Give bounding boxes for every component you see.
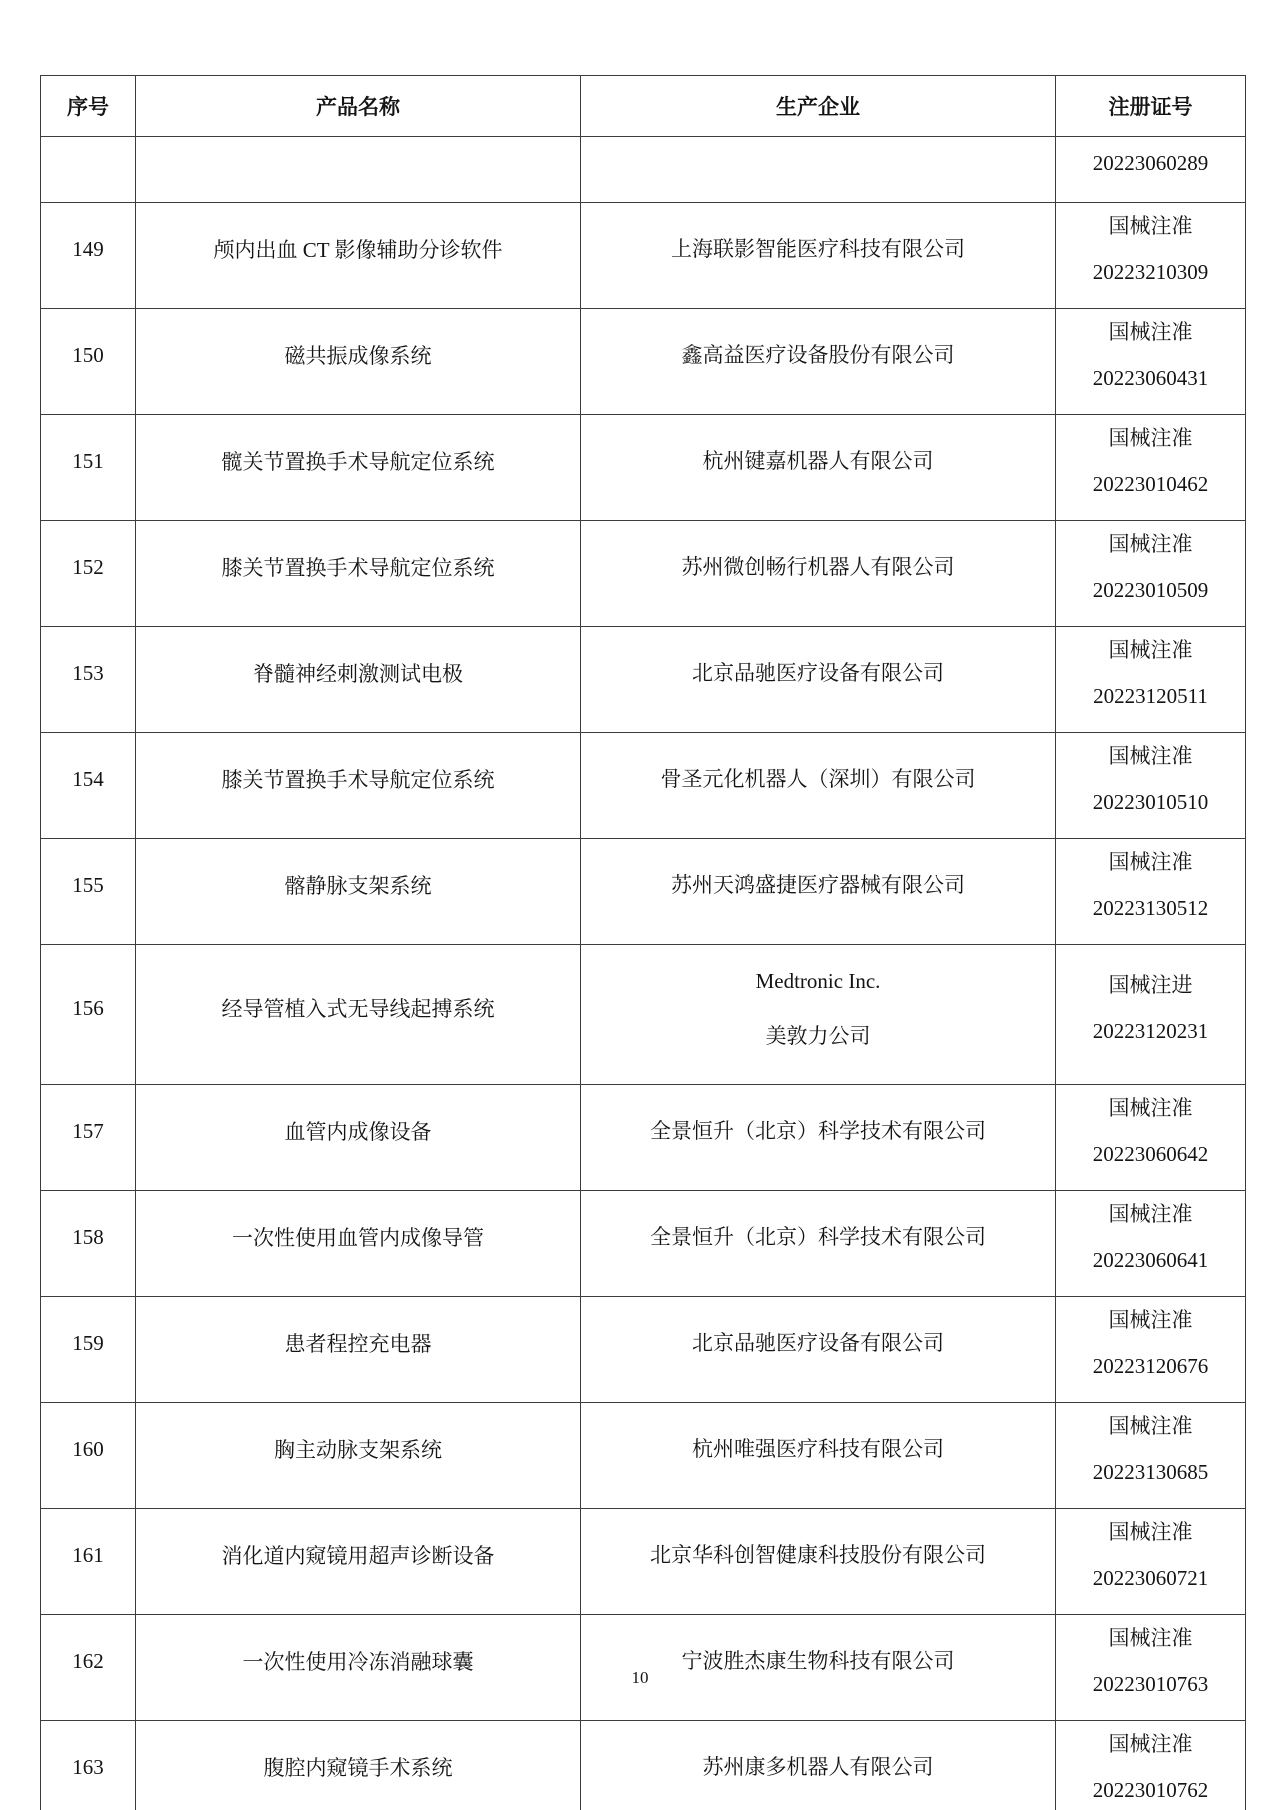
cert-number-cell: [1056, 1191, 1246, 1297]
product-name-cell: 脊髓神经刺激测试电极: [136, 627, 581, 733]
manufacturer-line: 苏州康多机器人有限公司: [702, 1755, 934, 1779]
manufacturer-cell: [581, 839, 1056, 945]
manufacturer-line: 鑫高益医疗设备股份有限公司: [681, 343, 955, 367]
manufacturer-cell: [581, 137, 1056, 203]
table-row: [41, 839, 1246, 945]
table-row: [41, 415, 1246, 521]
column-header-index: 序号: [41, 76, 136, 137]
cert-number-lines: 国械注准 20223060642: [1092, 1096, 1209, 1166]
cert-number-cell: [1056, 1509, 1246, 1615]
row-index-cell: 152: [41, 521, 136, 627]
page-number: 10: [631, 1668, 649, 1687]
product-name-cell: 膝关节置换手术导航定位系统: [136, 521, 581, 627]
table-row: [41, 521, 1246, 627]
manufacturer-cell: [581, 945, 1056, 1085]
cert-number-lines: 国械注准 20223010762: [1092, 1732, 1209, 1802]
product-name-cell: 腹腔内窥镜手术系统: [136, 1721, 581, 1810]
manufacturer-line: 苏州天鸿盛捷医疗器械有限公司: [671, 873, 965, 897]
manufacturer-cell: [581, 1297, 1056, 1403]
product-name-cell: 颅内出血 CT 影像辅助分诊软件: [136, 203, 581, 309]
manufacturer-line: 上海联影智能医疗科技有限公司: [671, 237, 965, 261]
row-index-cell: 149: [41, 203, 136, 309]
table-row: [41, 1509, 1246, 1615]
product-name-cell: 消化道内窥镜用超声诊断设备: [136, 1509, 581, 1615]
table-row: [41, 1191, 1246, 1297]
manufacturer-cell: [581, 521, 1056, 627]
table-row: [41, 627, 1246, 733]
row-index-cell: [41, 137, 136, 203]
cert-number-lines: 国械注进 20223120231: [1092, 973, 1209, 1043]
cert-number-lines: 国械注准 20223010763: [1092, 1626, 1209, 1696]
row-index-cell: 155: [41, 839, 136, 945]
cert-number-cell: [1056, 415, 1246, 521]
table-row: [41, 945, 1246, 1085]
manufacturer-cell: [581, 203, 1056, 309]
cert-number-cell: [1056, 627, 1246, 733]
table-row: [41, 137, 1246, 203]
row-index-cell: 157: [41, 1085, 136, 1191]
product-name-cell: 髋关节置换手术导航定位系统: [136, 415, 581, 521]
cert-number-lines: 国械注准 20223010509: [1092, 532, 1209, 602]
row-index-cell: 150: [41, 309, 136, 415]
cert-number-lines: 国械注准 20223060721: [1092, 1520, 1209, 1590]
product-name-cell: 一次性使用冷冻消融球囊: [136, 1615, 581, 1721]
product-name-cell: 髂静脉支架系统: [136, 839, 581, 945]
manufacturer-cell: [581, 1191, 1056, 1297]
table-row: [41, 203, 1246, 309]
manufacturer-cell: [581, 415, 1056, 521]
cert-number-cell: [1056, 309, 1246, 415]
row-index-cell: 160: [41, 1403, 136, 1509]
column-header-manufacturer: 生产企业: [581, 76, 1056, 137]
manufacturer-line: 杭州键嘉机器人有限公司: [702, 449, 934, 473]
manufacturer-cell: [581, 1085, 1056, 1191]
cert-number-lines: 国械注准 20223010510: [1092, 744, 1209, 814]
manufacturer-line: 全景恒升（北京）科学技术有限公司: [650, 1225, 986, 1249]
manufacturer-line: 全景恒升（北京）科学技术有限公司: [650, 1119, 986, 1143]
cert-number-cell: [1056, 521, 1246, 627]
table-row: [41, 1297, 1246, 1403]
manufacturer-cell: [581, 1509, 1056, 1615]
manufacturer-line: 骨圣元化机器人（深圳）有限公司: [660, 767, 976, 791]
column-header-product: 产品名称: [136, 76, 581, 137]
product-name-cell: 患者程控充电器: [136, 1297, 581, 1403]
manufacturer-line: 宁波胜杰康生物科技有限公司: [681, 1649, 955, 1673]
cert-number-cell: [1056, 1721, 1246, 1810]
cert-number-lines: 国械注准 20223120676: [1092, 1308, 1209, 1378]
product-name-cell: 磁共振成像系统: [136, 309, 581, 415]
cert-number-lines: 国械注准 20223130512: [1092, 850, 1209, 920]
product-name-cell: 一次性使用血管内成像导管: [136, 1191, 581, 1297]
cert-number-cell: [1056, 203, 1246, 309]
product-name-cell: 经导管植入式无导线起搏系统: [136, 945, 581, 1085]
product-name-cell: 膝关节置换手术导航定位系统: [136, 733, 581, 839]
manufacturer-line: 北京华科创智健康科技股份有限公司: [650, 1543, 986, 1567]
row-index-cell: 163: [41, 1721, 136, 1810]
manufacturer-cell: [581, 309, 1056, 415]
cert-number-lines: 国械注准 20223210309: [1092, 214, 1209, 284]
table-row: [41, 1085, 1246, 1191]
cert-number-cell: [1056, 1085, 1246, 1191]
cert-number-cell: [1056, 945, 1246, 1085]
manufacturer-line: 北京品驰医疗设备有限公司: [692, 661, 944, 685]
manufacturer-cell: [581, 1721, 1056, 1810]
product-name-cell: 血管内成像设备: [136, 1085, 581, 1191]
column-header-cert: 注册证号: [1056, 76, 1246, 137]
manufacturer-line: 美敦力公司: [765, 1023, 871, 1048]
row-index-cell: 158: [41, 1191, 136, 1297]
cert-number-lines: 国械注准 20223130685: [1092, 1414, 1209, 1484]
cert-number-lines: 国械注准 20223120511: [1093, 638, 1208, 708]
product-name-cell: 胸主动脉支架系统: [136, 1403, 581, 1509]
row-index-cell: 154: [41, 733, 136, 839]
row-index-cell: 153: [41, 627, 136, 733]
manufacturer-line: 苏州微创畅行机器人有限公司: [681, 555, 955, 579]
manufacturer-cell: [581, 1403, 1056, 1509]
table-row: [41, 1721, 1246, 1810]
manufacturer-line: 杭州唯强医疗科技有限公司: [692, 1437, 944, 1461]
row-index-cell: 161: [41, 1509, 136, 1615]
row-index-cell: 151: [41, 415, 136, 521]
cert-number-lines: 国械注准 20223010462: [1092, 426, 1209, 496]
table-row: [41, 309, 1246, 415]
cert-number-cell: [1056, 1297, 1246, 1403]
manufacturer-cell: [581, 627, 1056, 733]
cert-number-cell: [1056, 1403, 1246, 1509]
cert-number-lines: 20223060289: [1092, 151, 1209, 175]
cert-number-cell: [1056, 137, 1246, 203]
cert-number-lines: 国械注准 20223060641: [1092, 1202, 1209, 1272]
cert-number-cell: [1056, 733, 1246, 839]
cert-number-cell: [1056, 839, 1246, 945]
cert-number-lines: 国械注准 20223060431: [1092, 320, 1209, 390]
table-row: [41, 1403, 1246, 1509]
registration-table: [40, 75, 1246, 1810]
product-name-cell: [136, 137, 581, 203]
manufacturer-line: 北京品驰医疗设备有限公司: [692, 1331, 944, 1355]
row-index-cell: 156: [41, 945, 136, 1085]
manufacturer-line: Medtronic Inc.: [755, 968, 881, 993]
row-index-cell: 159: [41, 1297, 136, 1403]
table-row: [41, 733, 1246, 839]
table-header-row: [41, 76, 1246, 137]
row-index-cell: 162: [41, 1615, 136, 1721]
manufacturer-cell: [581, 733, 1056, 839]
